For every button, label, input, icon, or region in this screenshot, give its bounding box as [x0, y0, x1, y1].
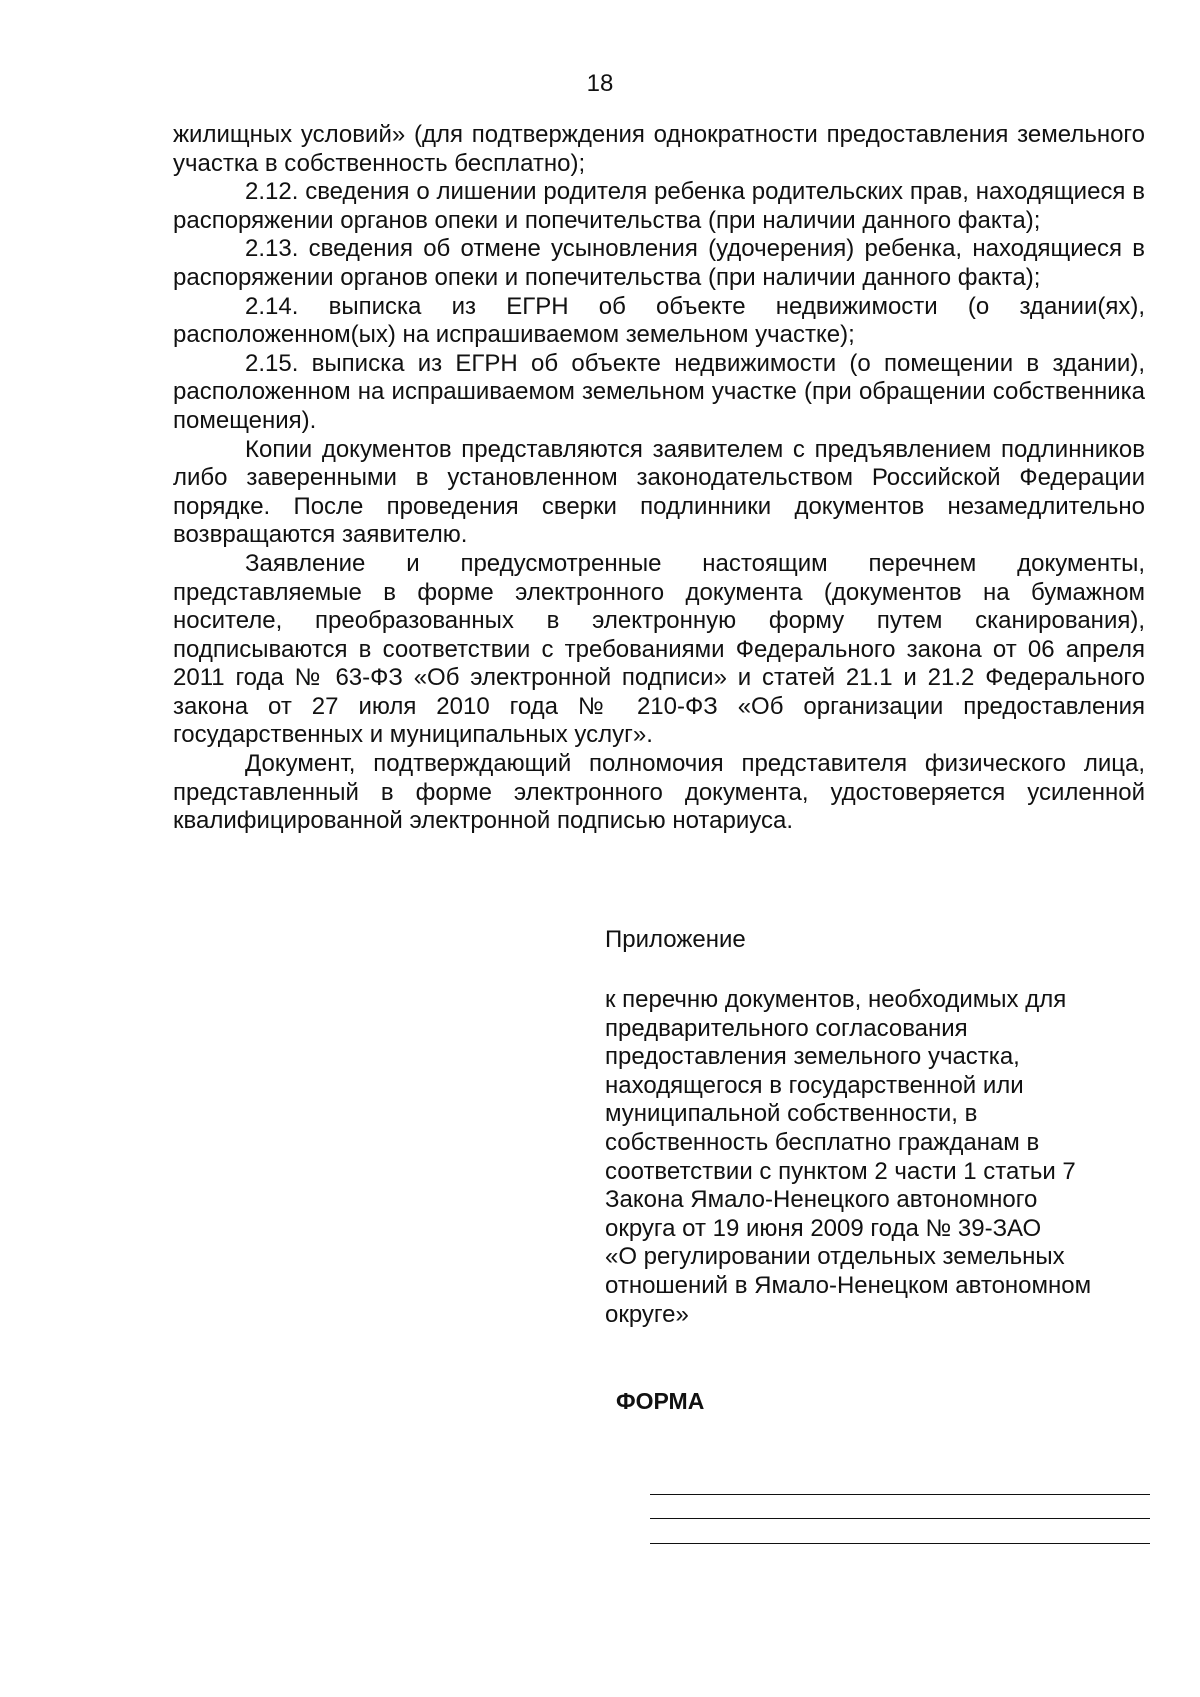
list-item-2-15: 2.15. выписка из ЕГРН об объекте недвижимости (о помещении в здании), расположенном на испрашиваемом земельном участке (при обращении собственника помещения).: [173, 349, 1145, 434]
list-item-2-13: 2.13. сведения об отмене усыновления (удочерения) ребенка, находящиеся в распоряжении органов опеки и попечительства (при наличии данного факта);: [173, 235, 1145, 291]
paragraph-electronic-documents: Заявление и предусмотренные настоящим перечнем документы, представляемые в форме электронного документа (документов на бумажном носителе, преобразованных в электронную форму путем сканирования), подписываются в соответствии с требованиями Федерального закона от 06 апреля 2011 года № 63-ФЗ «Об электронной подписи» и статей 21.1 и 21.2 Федерального закона от 27 июля 2010 года № 210-ФЗ «Об организации предоставления государственных и муниципальных услуг».: [173, 549, 1145, 749]
list-item-2-12: 2.12. сведения о лишении родителя ребенка родительских прав, находящиеся в распоряжении органов опеки и попечительства (при наличии данного факта);: [173, 178, 1145, 234]
list-item-2-14: 2.14. выписка из ЕГРН об объекте недвижимости (о здании(ях), расположенном(ых) на испрашиваемом земельном участке);: [173, 292, 1145, 349]
appendix-description: к перечню документов, необходимых для предварительного согласования предоставления земельного участка, находящегося в государственной или муниципальной собственности, в собственность бесплатно гражданам в соответствии с пунктом 2 части 1 статьи 7 Закона Ямало-Ненецкого автономного округа от 19 июня 2009 года № 39-ЗАО «О регулировании отдельных земельных отношений в Ямало-Ненецком автономном округе»: [605, 986, 1092, 1328]
document-body: [173, 121, 1145, 836]
paragraph-continuation: жилищных условий» (для подтверждения однократности предоставления земельного участка в собственность бесплатно);: [173, 121, 1145, 177]
form-blank-line: [650, 1518, 1150, 1519]
form-blank-line: [650, 1494, 1150, 1495]
paragraph-representative: Документ, подтверждающий полномочия представителя физического лица, представленный в форме электронного документа, удостоверяется усиленной квалифицированной электронной подписью нотариуса.: [173, 750, 1145, 835]
form-blank-line: [650, 1543, 1150, 1544]
appendix-title: Приложение: [605, 926, 746, 953]
page-number: 18: [586, 70, 614, 97]
paragraph-copies: Копии документов представляются заявителем с предъявлением подлинников либо заверенными в установленном законодательством Российской Федерации порядке. После проведения сверки подлинники документов незамедлительно возвращаются заявителю.: [173, 435, 1145, 549]
form-label: ФОРМА: [616, 1388, 705, 1414]
